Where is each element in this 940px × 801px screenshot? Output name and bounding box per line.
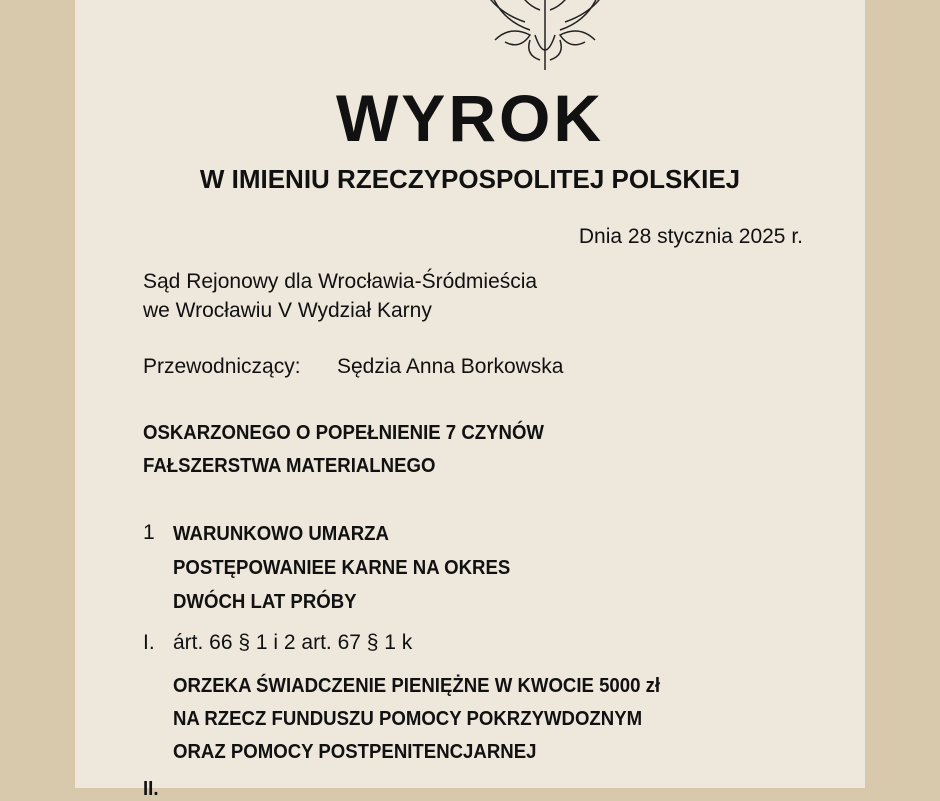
- court-line-2: we Wrocławiu V Wydział Karny: [143, 299, 432, 322]
- judgment-document: [75, 0, 865, 800]
- chair-label: Przewodniczący:: [143, 355, 301, 378]
- chair-name: Sędzia Anna Borkowska: [337, 355, 564, 378]
- item-1-line: POSTĘPOWANIEE KARNE NA OKRES: [173, 557, 511, 579]
- item-1-line: WARUNKOWO UMARZA: [173, 523, 389, 545]
- document-subtitle: W IMIENIU RZECZYPOSPOLITEJ POLSKIEJ: [199, 164, 741, 194]
- charge-line-1: OSKARZONEGO O POPEŁNIENIE 7 CZYNÓW: [143, 422, 544, 444]
- item-1-number: 1: [143, 521, 155, 544]
- item-2-line: NA RZECZ FUNDUSZU POMOCY POKRZYWDOZNYM: [173, 708, 643, 730]
- item-3-number: II.: [143, 778, 159, 800]
- court-line-1: Sąd Rejonowy dla Wrocławia-Śródmieścia: [143, 270, 538, 293]
- charge-line-2: FAŁSZERSTWA MATERIALNEGO: [143, 455, 436, 477]
- document-title: WYROK: [336, 81, 604, 155]
- eagle-emblem-icon: [470, 0, 620, 72]
- item-2-line: ORAZ POMOCY POSTPENITENCJARNEJ: [173, 741, 537, 763]
- item-2-line: ORZEKA ŚWIADCZENIE PIENIĘŻNE W KWOCIE 5000 zł: [173, 675, 661, 697]
- item-2-number: I.: [143, 631, 155, 654]
- item-2-legal-basis: árt. 66 § 1 i 2 art. 67 § 1 k: [173, 631, 413, 654]
- judgment-date: Dnia 28 stycznia 2025 r.: [578, 225, 803, 248]
- item-1-line: DWÓCH LAT PRÓBY: [173, 591, 357, 613]
